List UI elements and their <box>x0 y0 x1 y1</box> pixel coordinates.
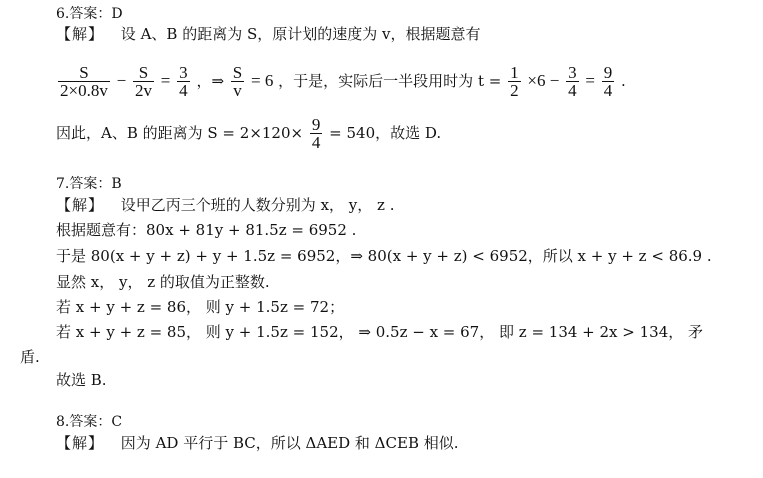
q6-frac1-den: 2×0.8v <box>60 81 108 100</box>
q6-conclusion-frac-den: 4 <box>311 133 321 152</box>
q7-line4: 显然 x， y， z 的取值为正整数. <box>56 273 270 291</box>
q8-answer: 8.答案：C <box>56 414 123 430</box>
q6-frac4 <box>231 64 244 100</box>
q6-line1-text: 设 A、B 的距离为 S，原计划的速度为 v，根据题意有 <box>120 25 481 43</box>
q6-conclusion-pre: 因此，A、B 的距离为 S = 2×120× <box>56 124 304 142</box>
q6-frac6 <box>566 64 579 100</box>
q6-frac6-den: 4 <box>568 81 577 100</box>
q6-eq2: = 6 <box>251 71 274 90</box>
q6-frac5 <box>508 64 521 100</box>
q7-explain-line1 <box>56 195 394 215</box>
q6-end-dot: . <box>621 72 626 90</box>
q6-frac1-num: S <box>79 63 89 82</box>
q6-conclusion-line <box>56 116 441 152</box>
q6-conclusion-post: = 540，故选 D. <box>329 124 442 142</box>
q6-explain-tag: 【解】 <box>56 25 105 43</box>
q6-mid-text: ，于是，实际后一半段用时为 t = <box>278 72 502 90</box>
q7-explain-tag: 【解】 <box>56 196 105 214</box>
q6-frac7-num: 9 <box>603 63 613 82</box>
q8-explain-line1 <box>56 433 459 453</box>
q7-line5: 若 x + y + z = 86， 则 y + 1.5z = 72； <box>56 298 345 316</box>
q6-frac6-num: 3 <box>568 63 577 82</box>
q7-line2: 根据题意有：80x + 81y + 81.5z = 6952 . <box>56 221 357 239</box>
q6-frac2-den: 2v <box>135 81 152 100</box>
q6-conclusion-frac <box>310 116 323 152</box>
q6-frac7 <box>602 64 615 100</box>
q6-eq3: = <box>585 71 595 90</box>
q8-explain-tag: 【解】 <box>56 434 105 452</box>
q6-frac3-den: 4 <box>179 81 188 100</box>
q7-line8: 故选 B. <box>56 371 107 389</box>
q6-implies: ，⇒ <box>196 72 225 90</box>
q6-eq1: = <box>160 71 171 90</box>
q6-frac5-den: 2 <box>510 81 519 100</box>
q6-frac7-den: 4 <box>603 81 613 100</box>
q7-line3: 于是 80(x + y + z) + y + 1.5z = 6952，⇒ 80(x + y + z) < 6952，所以 x + y + z < 86.9 . <box>56 247 712 265</box>
q7-answer: 7.答案：B <box>56 176 122 192</box>
q6-frac4-num: S <box>232 63 243 82</box>
q6-frac3-num: 3 <box>179 63 188 82</box>
q6-conclusion-frac-num: 9 <box>311 115 321 134</box>
q8-line1-text: 因为 AD 平行于 BC，所以 ΔAED 和 ΔCEB 相似. <box>120 434 459 452</box>
q6-frac5-num: 1 <box>510 63 519 82</box>
q6-frac2-num: S <box>138 63 149 82</box>
q6-answer: 6.答案：D <box>56 6 123 22</box>
q6-frac1 <box>58 64 110 100</box>
q6-frac3 <box>177 64 190 100</box>
q6-frac2 <box>133 64 154 100</box>
q6-equation-line <box>56 64 626 100</box>
q6-frac4-den: v <box>233 81 242 100</box>
q6-explain-line1 <box>56 24 480 44</box>
q7-line7: 盾. <box>20 348 40 366</box>
q6-times6: ×6 − <box>527 71 560 90</box>
q7-line1-text: 设甲乙丙三个班的人数分别为 x， y， z . <box>120 196 395 214</box>
q7-line6: 若 x + y + z = 85， 则 y + 1.5z = 152， ⇒ 0.5z − x = 67， 即 z = 134 + 2x > 134， 矛 <box>56 323 704 341</box>
q6-minus: − <box>116 71 127 90</box>
